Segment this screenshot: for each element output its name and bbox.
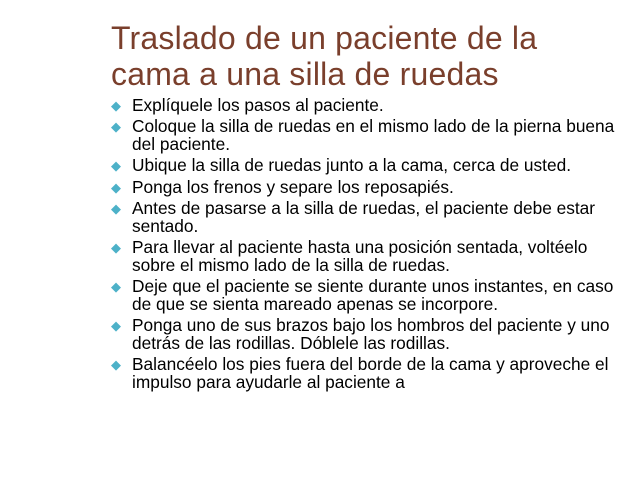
bullet-text: Para llevar al paciente hasta una posición sentada, voltéelo sobre el mismo lado de la silla de ruedas. [132,236,588,275]
bullet-text: Coloque la silla de ruedas en el mismo lado de la pierna buena del paciente. [132,116,615,154]
bullet-item [111,97,626,115]
bullet-text: Deje que el paciente se siente durante unos instantes, en caso de que se sienta mareado apenas se incorpore. [132,275,614,314]
diamond-bullet-icon: ◆ [111,158,121,174]
bullet-item [111,157,626,175]
slide-accent-bar [0,0,12,479]
diamond-bullet-icon: ◆ [111,119,121,135]
bullet-item [111,236,626,275]
bullet-item [111,275,626,314]
slide-title: Traslado de un paciente de la cama a una silla de ruedas [111,20,538,92]
diamond-bullet-icon: ◆ [111,98,121,113]
bullet-text: Ponga los frenos y separe los reposapiés. [132,176,454,197]
bullet-text: Explíquele los pasos al paciente. [132,95,384,115]
diamond-bullet-icon: ◆ [111,179,121,195]
bullet-text: Antes de pasarse a la silla de ruedas, el paciente debe estar sentado. [132,197,596,236]
bullet-item [111,118,626,153]
bullet-text: Balancéelo los pies fuera del borde de la cama y aproveche el impulso para ayudarle al paciente a [132,353,609,392]
diamond-bullet-icon: ◆ [111,239,121,255]
bullet-item [111,197,626,236]
bullet-list [111,97,626,395]
diamond-bullet-icon: ◆ [111,200,121,216]
bullet-item [111,353,626,392]
bullet-text: Ubique la silla de ruedas junto a la cama, cerca de usted. [132,155,572,176]
diamond-bullet-icon: ◆ [111,356,121,372]
bullet-item [111,314,626,353]
bullet-item [111,176,626,197]
diamond-bullet-icon: ◆ [111,278,121,294]
bullet-text: Ponga uno de sus brazos bajo los hombros del paciente y uno detrás de las rodillas. Dóblele las rodillas. [132,314,610,353]
diamond-bullet-icon: ◆ [111,317,121,333]
